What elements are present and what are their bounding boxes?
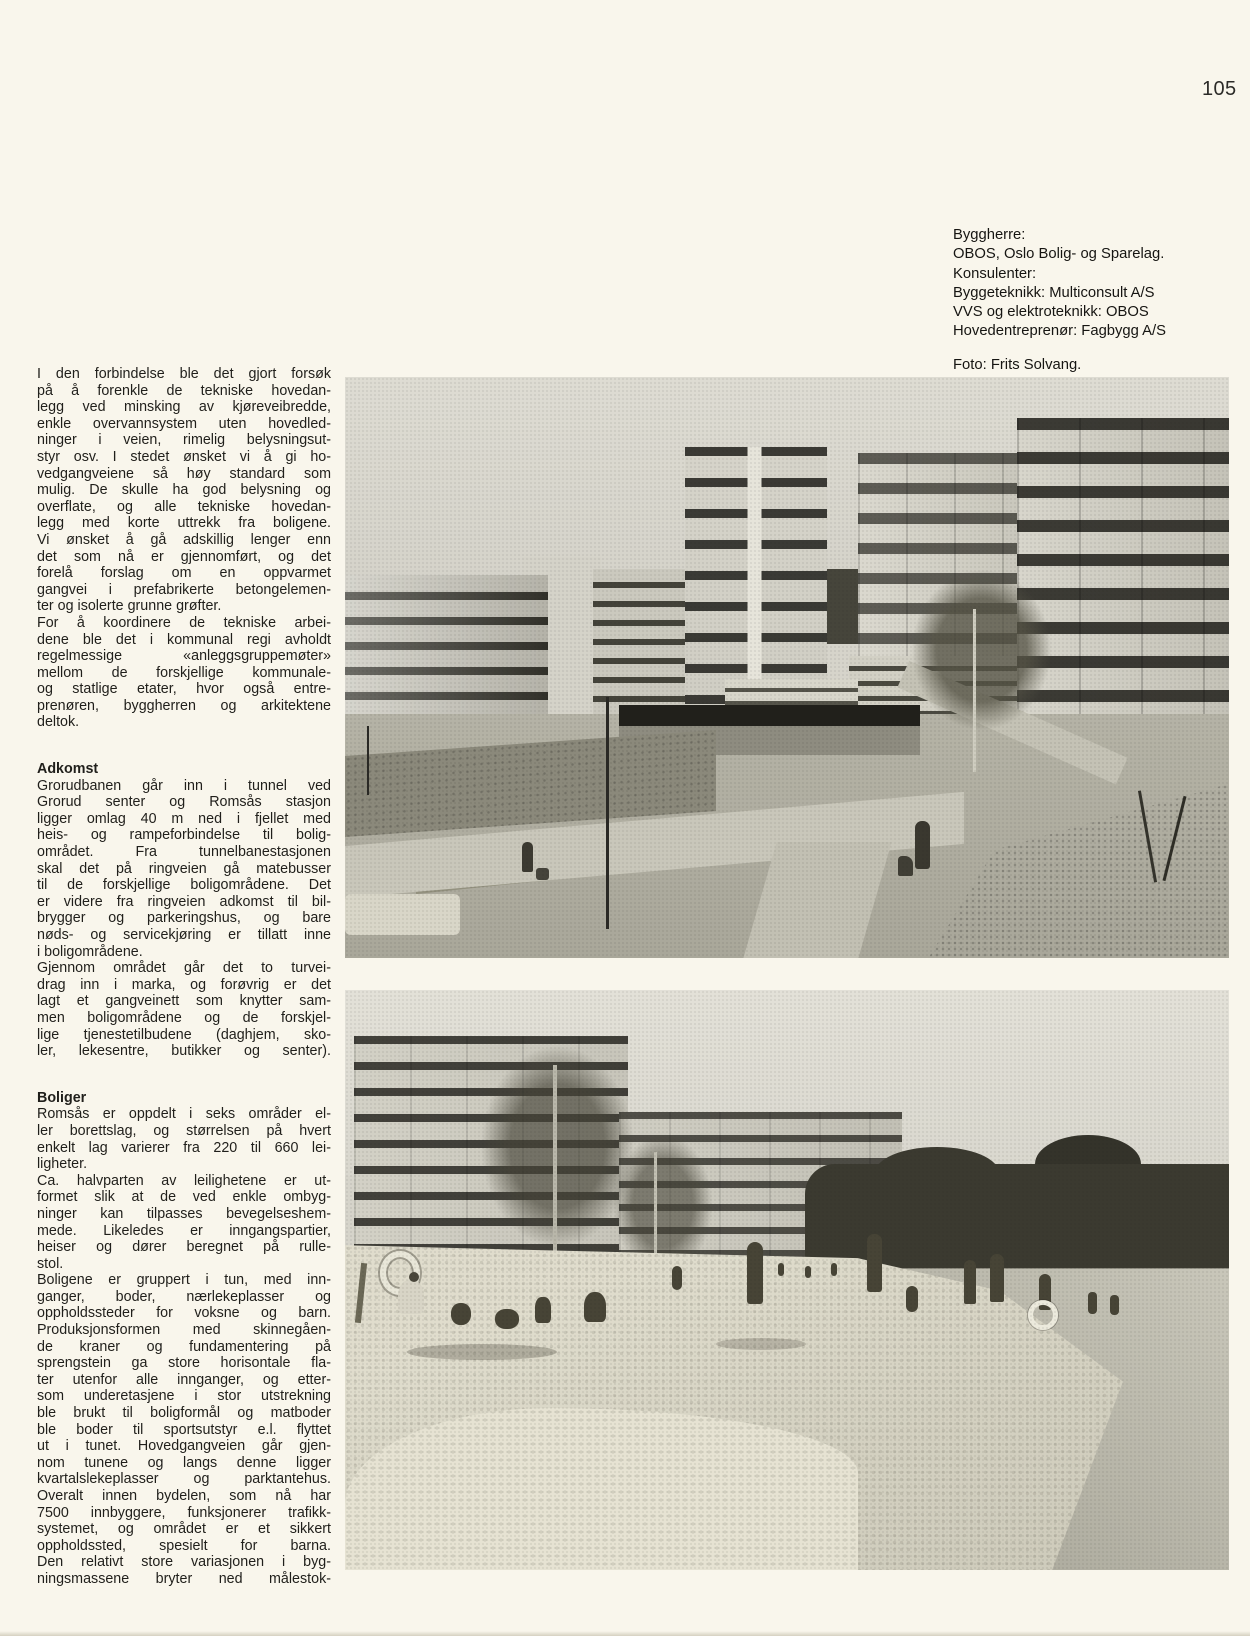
body-text-line: Ca. halvparten av leilighetene er ut- <box>37 1172 331 1189</box>
body-text-line: i boligområdene. <box>37 943 143 960</box>
body-text-line: vedgangveiene så høy standard som <box>37 465 331 482</box>
credit-line: OBOS, Oslo Bolig- og Sparelag. <box>953 246 1165 263</box>
credit-line: Byggeteknikk: Multiconsult A/S <box>953 284 1155 301</box>
body-text-line: Grorud senter og Romsås stasjon <box>37 794 331 811</box>
body-text-line: overflate, og alle tekniske hovedan- <box>37 498 331 515</box>
body-text-line: ble boder til sportsutstyr e.l. flyttet <box>37 1421 331 1438</box>
body-text-line: nom tunene og langs denne ligger <box>37 1454 331 1471</box>
page-number: 105 <box>1202 78 1237 100</box>
body-text-line: som underetasjene i stor utstrekning <box>37 1388 331 1405</box>
body-text-line: forelå forslag om en oppvarmet <box>37 565 331 582</box>
body-text-line: ganger, boder, nærlekeplasser og <box>37 1288 331 1305</box>
section-heading: Adkomst <box>37 761 99 778</box>
body-text-line: ninger i veien, rimelig belysningsut- <box>37 432 331 449</box>
body-text-line: prenøren, byggherren og arkitektene <box>37 697 331 714</box>
body-text-line: Vi ønsket å gå adskillig lenger enn <box>37 531 331 548</box>
body-text-line: mellom de forskjellige kommunale- <box>37 664 331 681</box>
body-text-line: legg med korte uttrekk fra boligene. <box>37 515 331 532</box>
body-text-line: lagt et gangveinett som knytter sam- <box>37 993 331 1010</box>
body-text-line: dene ble det i kommunal regi avholdt <box>37 631 331 648</box>
body-text-line: oppholdssteder for voksne og barn. <box>37 1305 331 1322</box>
body-text-line: legg ved minsking av kjøreveibredde, <box>37 399 331 416</box>
body-text-line: de kraner og fundamentering på <box>37 1338 331 1355</box>
body-text-line: drag inn i marka, og forøvrig er det <box>37 976 331 993</box>
body-text-line: gangvei i prefabrikerte betongelemen- <box>37 581 331 598</box>
body-text-line: I den forbindelse ble det gjort forsøk <box>37 366 331 382</box>
body-text-line: på å forenkle de tekniske hovedan- <box>37 382 331 399</box>
body-text-line: området. Fra tunnelbanestasjonen <box>37 844 331 861</box>
body-text-line: ler, lekesentre, butikker og senter). <box>37 1043 331 1060</box>
body-text-line: regelmessige «anleggsgruppemøter» <box>37 648 331 665</box>
body-text-line: lige tjenestetilbudene (daghjem, sko- <box>37 1026 331 1043</box>
body-text-line: ligger omlag 40 m ned i fjellet med <box>37 810 331 827</box>
body-text-line: men boligområdene og de forskjel- <box>37 1009 331 1026</box>
body-text-line: enkelt lag varierer fra 220 til 660 lei- <box>37 1139 331 1156</box>
body-text-line: til de forskjellige boligområdene. Det <box>37 877 331 894</box>
body-text-line: heis- og rampeforbindelse til bolig- <box>37 827 331 844</box>
credits-block <box>953 226 1233 375</box>
body-text-line: deltok. <box>37 714 80 731</box>
body-text-line: ter utenfor alle innganger, og etter- <box>37 1371 331 1388</box>
body-text-line: ninger kan tilpasses bevegelseshem- <box>37 1205 331 1222</box>
body-text-line: For å koordinere de tekniske arbei- <box>37 614 331 631</box>
body-text-line: heiser og dører beregnet på rulle- <box>37 1239 331 1256</box>
body-text-line: Grorudbanen går inn i tunnel ved <box>37 777 331 794</box>
body-text-line: ble brukt til boligformål og matboder <box>37 1405 331 1422</box>
body-text-line: og statlige etater, hvor også entre- <box>37 681 331 698</box>
body-text-line: 7500 innbyggere, funksjonerer trafikk- <box>37 1504 331 1521</box>
body-text-line: mulig. De skulle ha god belysning og <box>37 482 331 499</box>
body-text-line: enkle overvannsystem uten hovedled- <box>37 415 331 432</box>
body-text-line: Overalt innen bydelen, som nå har <box>37 1488 331 1504</box>
body-text-line: Romsås er oppdelt i seks områder el- <box>37 1106 331 1123</box>
photo-housing-estate <box>345 377 1229 958</box>
halftone-texture <box>345 377 1229 958</box>
photo-credit: Foto: Frits Solvang. <box>953 356 1082 373</box>
body-text-line: skal det på ringveien gå matebusser <box>37 860 331 877</box>
credit-line: Hovedentreprenør: Fagbygg A/S <box>953 323 1167 340</box>
body-text-line: er videre fra ringveien adkomst til bil- <box>37 893 331 910</box>
body-text-line: sprengstein ga store horisontale fla- <box>37 1355 331 1372</box>
body-text-line: ligheter. <box>37 1156 88 1173</box>
article-column <box>37 366 331 1588</box>
body-text-line: styr osv. I stedet ønsket vi å gi ho- <box>37 448 331 465</box>
credits-lines <box>953 226 1233 342</box>
body-text-line: Boligene er gruppert i tun, med inn- <box>37 1272 331 1289</box>
body-text-line: oppholdssted, spesielt for barna. <box>37 1537 331 1554</box>
body-text-line: formet slik at de ved enkle ombyg- <box>37 1189 331 1206</box>
body-text-line: ut i tunet. Hovedgangveien går gjen- <box>37 1438 331 1455</box>
credit-line: Byggherre: <box>953 227 1026 243</box>
body-text-line: kvartalslekeplasser og parktantehus. <box>37 1471 331 1488</box>
body-text-line: ningsmassene bryter ned målestok- <box>37 1570 331 1587</box>
body-text-line: nøds- og servicekjøring er tillatt inne <box>37 927 331 943</box>
body-text-line: det som nå er gjennomført, og det <box>37 548 331 565</box>
body-text-line: ter og isolerte grunne grøfter. <box>37 598 222 615</box>
halftone-texture <box>345 990 1229 1570</box>
body-text-line: Den relativt store variasjonen i byg- <box>37 1554 331 1571</box>
body-text-line: Produksjonsformen med skinnegåen- <box>37 1322 331 1339</box>
body-text-line: Gjennom området går det to turvei- <box>37 960 331 977</box>
body-text-line: ler borettslag, og størrelsen på hvert <box>37 1122 331 1139</box>
page-edge-shadow <box>0 1631 1250 1636</box>
credit-line: Konsulenter: <box>953 265 1037 282</box>
body-text-line: stol. <box>37 1255 64 1272</box>
body-text-line: systemet, og området er et sikkert <box>37 1521 331 1538</box>
credit-line: VVS og elektroteknikk: OBOS <box>953 304 1149 321</box>
body-text-line: mede. Likeledes er inngangspartier, <box>37 1222 331 1239</box>
photo-beach <box>345 990 1229 1570</box>
body-text-line: brygger og parkeringshus, og bare <box>37 910 331 927</box>
section-heading: Boliger <box>37 1089 87 1106</box>
